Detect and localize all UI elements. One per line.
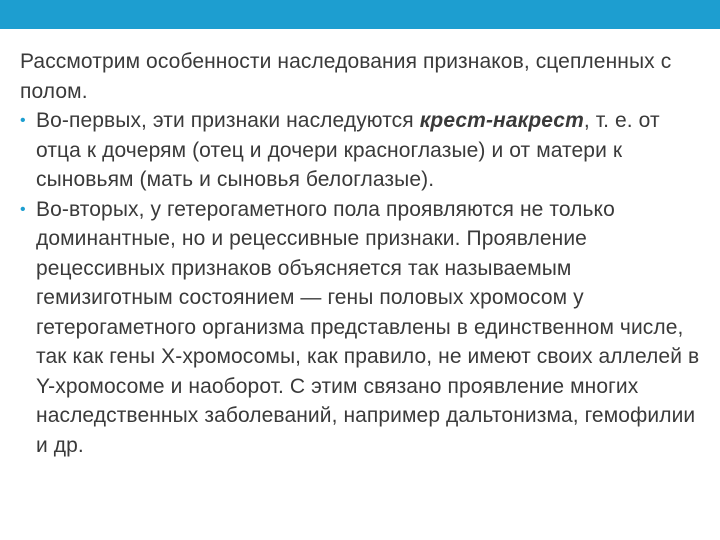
bullet-text-start: Во-первых, эти признаки наследуются — [36, 109, 420, 132]
slide-content — [20, 47, 706, 460]
bullet-text: Во-вторых, у гетерогаметного пола проявляются не только доминантные, но и рецессивные признаки. Проявление рецессивных признаков объясняется так называемым гемизиготным состоянием — гены половых хромосом у гетерогаметного организма представлены в единственном числе, так как гены X-хромосомы, как правило, не имеют своих аллелей в Y-хромосоме и наоборот. С этим связано проявление многих наследственных заболеваний, например дальтонизма, гемофилии и др. — [36, 197, 700, 457]
slide-intro-text: Рассмотрим особенности наследования признаков, сцепленных с полом. — [20, 50, 672, 103]
bullet-dot-icon: • — [20, 200, 26, 218]
bullet-list — [20, 106, 706, 460]
bullet-text-end: , т. е. от отца к дочерям (отец и дочери красноглазые) и от матери к сыновьям (мать и сыновья белоглазые). — [36, 109, 660, 191]
bullet-dot-icon: • — [20, 112, 26, 129]
bullet-item-second — [20, 195, 706, 461]
emphasis-text: крест-накрест — [419, 109, 584, 132]
slide-header-bar — [0, 0, 720, 29]
bullet-item-first — [20, 106, 706, 195]
